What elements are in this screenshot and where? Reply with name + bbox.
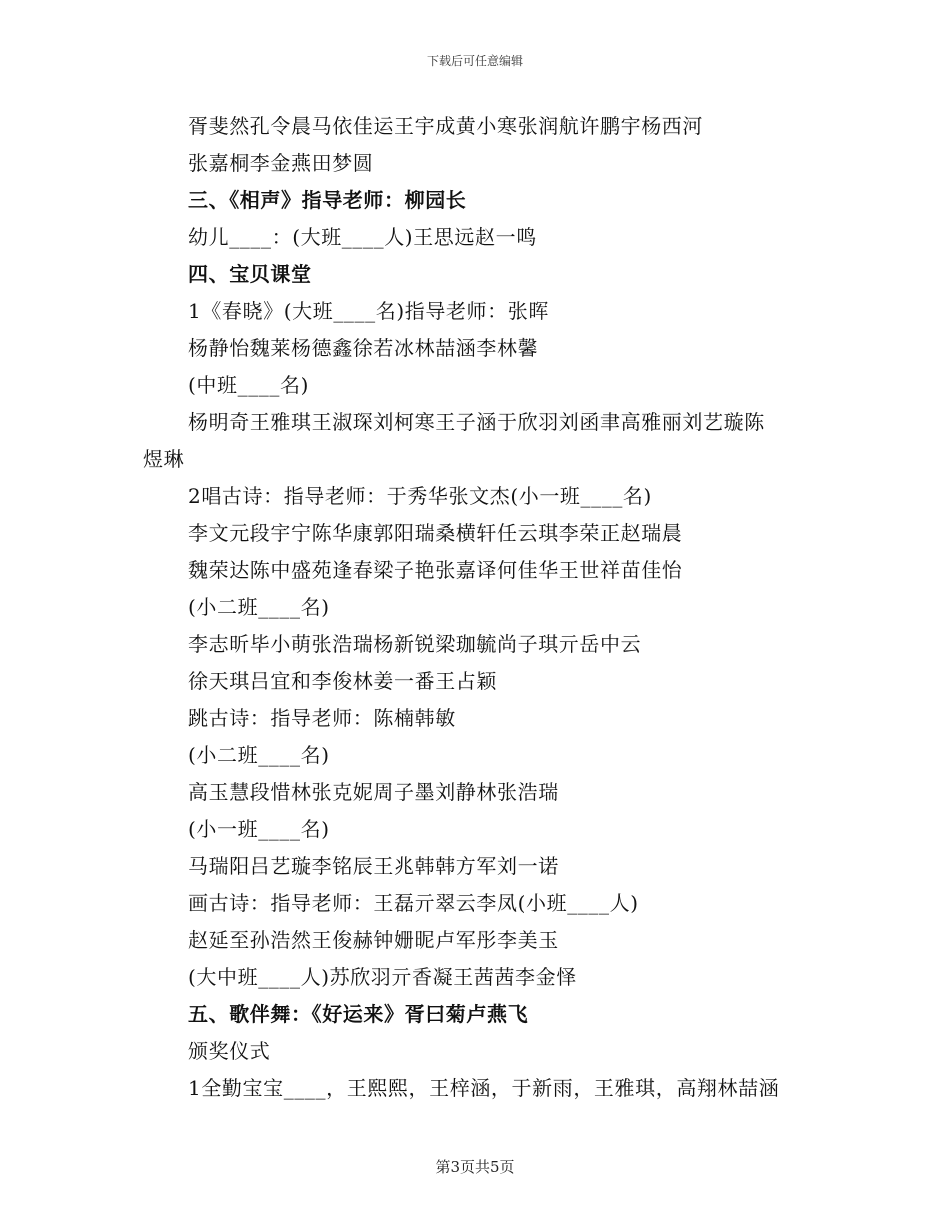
text-line: (大中班____人)苏欣羽亓香凝王茜茜李金怿 [188,965,577,989]
text-line: 1《春晓》(大班____名)指导老师：张晖 [188,299,549,323]
text-line: (小二班____名) [188,743,330,767]
text-line: 颁奖仪式 [188,1039,271,1063]
text-line: 高玉慧段惜林张克妮周子墨刘静林张浩瑞 [188,780,559,804]
text-line: 1全勤宝宝____，王熙熙，王梓涵，于新雨，王雅琪，高翔林喆涵 [188,1076,780,1100]
text-line: 魏荣达陈中盛苑逢春梁子艳张嘉译何佳华王世祥苗佳怡 [188,558,683,582]
section-heading: 三、《相声》指导老师：柳园长 [188,188,467,212]
text-line: 胥斐然孔令晨马依佳运王宇成黄小寒张润航许鹏宇杨西河 [188,114,703,138]
text-line: 李文元段宇宁陈华康郭阳瑞桑横轩任云琪李荣正赵瑞晨 [188,521,683,545]
page-header: 下载后可任意编辑 [426,54,523,68]
text-line: 画古诗：指导老师：王磊亓翠云李凤(小班____人) [188,891,639,915]
text-line: 徐天琪吕宜和李俊林姜一番王占颖 [188,669,497,693]
text-line: 张嘉桐李金燕田梦圆 [188,151,374,175]
text-line: 马瑞阳吕艺璇李铭辰王兆韩韩方军刘一诺 [188,854,559,878]
section-heading: 五、歌伴舞：《好运来》胥曰菊卢燕飞 [188,1002,529,1026]
text-line-continuation: 煜琳 [143,447,185,471]
text-line: 杨明奇王雅琪王淑琛刘柯寒王子涵于欣羽刘函聿高雅丽刘艺璇陈 [188,410,765,434]
document-body [143,108,823,1107]
text-line: (小二班____名) [188,595,330,619]
text-line: (中班____名) [188,373,310,397]
text-line: 李志昕毕小萌张浩瑞杨新锐梁珈毓尚子琪亓岳中云 [188,632,642,656]
text-line: (小一班____名) [188,817,330,841]
section-heading: 四、宝贝课堂 [188,262,312,286]
text-line: 2唱古诗：指导老师：于秀华张文杰(小一班____名) [188,484,652,508]
text-line: 跳古诗：指导老师：陈楠韩敏 [188,706,456,730]
text-line: 赵延至孙浩然王俊赫钟姗昵卢军彤李美玉 [188,928,559,952]
text-line: 幼儿____：(大班____人)王思远赵一鸣 [188,225,537,249]
text-line: 杨静怡魏莱杨德鑫徐若冰林喆涵李林馨 [188,336,539,360]
page-footer: 第3页共5页 [435,1158,515,1176]
